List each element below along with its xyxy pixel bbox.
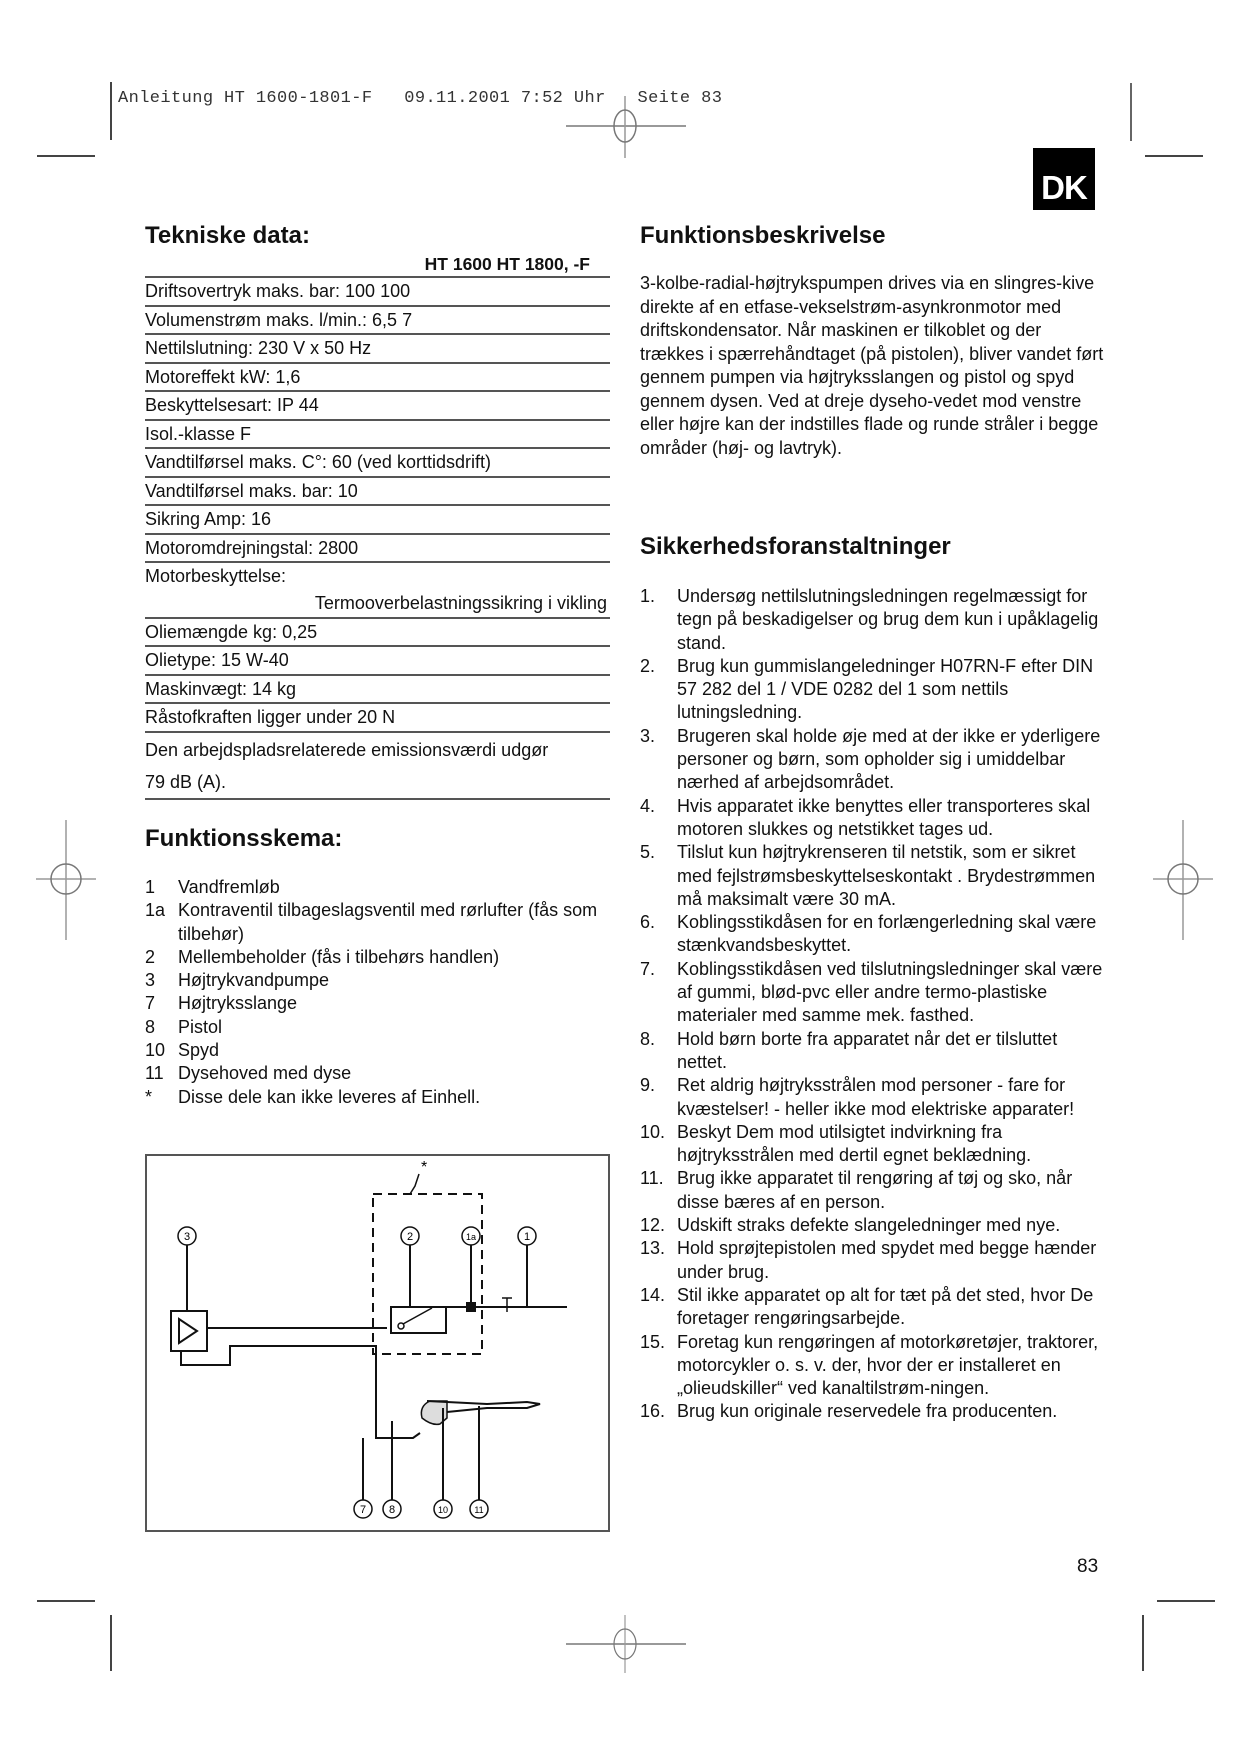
legend-number: 1	[145, 877, 156, 897]
legend-number: 8	[145, 1016, 156, 1037]
function-schema-title: Funktionsskema:	[145, 825, 343, 852]
function-schema-legend	[145, 876, 615, 1109]
safety-number: 15.	[640, 1331, 666, 1352]
technical-data-column-header: HT 1600 HT 1800, -F	[145, 252, 610, 278]
safety-item	[640, 1331, 1110, 1401]
safety-item	[640, 1214, 1110, 1237]
spec-row	[145, 535, 610, 564]
spec-label: Maskinvægt: 14 kg	[145, 678, 297, 699]
crop-mark-bottom-right-vertical	[1142, 1615, 1144, 1671]
safety-number: 4.	[640, 795, 656, 816]
safety-item	[640, 1167, 1110, 1214]
spec-label: Vandtilførsel maks. C°: 60 (ved korttidsdrift)	[145, 452, 491, 472]
safety-item	[640, 841, 1110, 911]
legend-number: 3	[145, 970, 156, 991]
safety-text: Brugeren skal holde øje med at der ikke er yderligere personer og børn, som opholder sig i umiddelbar nærhed af arbejdsområdet.	[677, 725, 1101, 793]
safety-item	[640, 1400, 1110, 1423]
spec-label: Isol.-klasse F	[145, 423, 252, 444]
legend-item	[145, 969, 615, 992]
label-1: 1	[523, 1231, 531, 1243]
spec-row	[145, 449, 610, 478]
function-description-text: 3-kolbe-radial-højtrykspumpen drives via en slingres-kive direkte af en etfase-vekselstrøm-asynkronmotor med driftskondensator. Når maskinen er tilkoblet og der trækkes i spærrehåndtaget (på pistolen), bliver vandet ført gennem pumpen via højtryksslangen og pistol og spyd gennem dysen. Ved at dreje dyseho-vedet mod venstre eller højre kan der indstilles flade og runde stråler i begge områder (høj- og lavtryk).	[640, 273, 1104, 458]
technical-data-table	[145, 252, 610, 800]
spec-row	[145, 704, 610, 733]
safety-text: Koblingsstikdåsen ved tilslutningsledninger skal være af gummi, blød-pvc eller andre termo-plastiske materialer med samme mek. fasthed.	[677, 958, 1103, 1026]
spec-label: Vandtilførsel maks. bar: 10	[145, 480, 358, 501]
language-badge: DK	[1033, 148, 1095, 210]
spec-label: Motorbeskyttelse:	[145, 566, 287, 586]
safety-number: 7.	[640, 958, 656, 979]
safety-item	[640, 1121, 1110, 1168]
safety-item	[640, 1237, 1110, 1284]
spec-row	[145, 676, 610, 705]
legend-text: Højtrykvandpumpe	[178, 970, 330, 991]
spec-row	[145, 278, 610, 307]
spec-row	[145, 335, 610, 364]
legend-text: Spyd	[178, 1040, 220, 1061]
safety-item	[640, 1074, 1110, 1121]
safety-number: 5.	[640, 842, 656, 863]
legend-item	[145, 1039, 615, 1062]
label-2: 2	[406, 1231, 414, 1243]
safety-number: 6.	[640, 912, 656, 933]
crop-mark-top-right-horizontal	[1145, 155, 1203, 157]
safety-number: 1.	[640, 586, 656, 606]
safety-number: 11.	[640, 1168, 664, 1189]
safety-text: Ret aldrig højtryksstrålen mod personer - fare for kvæstelser! - heller ikke mod elektriske apparater!	[677, 1075, 1075, 1119]
crop-mark-top-left-vertical	[110, 82, 112, 140]
function-schema-diagram	[145, 1154, 610, 1532]
legend-number: 10	[145, 1040, 166, 1061]
safety-item	[640, 795, 1110, 842]
registration-mark-left-icon	[36, 820, 96, 940]
legend-number: 11	[145, 1063, 164, 1084]
legend-number: 7	[145, 993, 156, 1014]
spec-label: Oliemængde kg: 0,25	[145, 621, 318, 642]
safety-text: Hold sprøjtepistolen med spydet med begge hænder under brug.	[677, 1238, 1097, 1282]
technical-data-title: Tekniske data:	[145, 222, 310, 249]
safety-list	[640, 585, 1110, 1424]
safety-text: Brug kun gummislangeledninger H07RN-F efter DIN 57 282 del 1 / VDE 0282 del 1 som nettils lutningsledning.	[677, 655, 1094, 723]
label-1a: 1a	[465, 1232, 477, 1242]
legend-text: Vandfremløb	[178, 877, 280, 897]
legend-item	[145, 876, 615, 899]
safety-number: 10.	[640, 1121, 666, 1142]
crop-mark-top-left-horizontal	[37, 155, 95, 157]
legend-item	[145, 1086, 615, 1109]
safety-text: Udskift straks defekte slangeledninger med nye.	[677, 1215, 1061, 1236]
crop-mark-bottom-left-horizontal	[37, 1600, 95, 1602]
spec-row	[145, 619, 610, 648]
label-7: 7	[359, 1504, 367, 1516]
legend-text: Dysehoved med dyse	[178, 1063, 352, 1084]
registration-mark-top-icon	[566, 96, 686, 158]
safety-item	[640, 1028, 1110, 1075]
spec-row	[145, 478, 610, 507]
safety-text: Beskyt Dem mod utilsigtet indvirkning fra højtryksstrålen med dertil egnet beklædning.	[677, 1121, 1032, 1166]
legend-number: 2	[145, 946, 156, 967]
label-3: 3	[183, 1231, 191, 1243]
label-11: 11	[474, 1505, 484, 1515]
spec-row	[145, 563, 610, 619]
legend-text: Pistol	[178, 1016, 223, 1037]
registration-mark-bottom-icon	[566, 1615, 686, 1673]
safety-number: 12.	[640, 1215, 666, 1236]
safety-text: Tilslut kun højtrykrenseren til netstik, som er sikret med fejlstrømsbeskyttelseskontakt . Brydestrømmen må maksimalt være 30 mA.	[677, 842, 1096, 909]
spec-label: Beskyttelsesart: IP 44	[145, 395, 319, 415]
spec-label: Volumenstrøm maks. l/min.: 6,5 7	[145, 309, 413, 330]
legend-item	[145, 992, 615, 1015]
spec-row	[145, 392, 610, 421]
safety-number: 13.	[640, 1238, 666, 1259]
registration-mark-right-icon	[1153, 820, 1213, 940]
safety-number: 9.	[640, 1075, 656, 1096]
legend-text: Højtryksslange	[178, 993, 298, 1014]
spec-row	[145, 647, 610, 676]
safety-text: Hold børn borte fra apparatet når det er tilsluttet nettet.	[677, 1028, 1058, 1072]
spec-label: Den arbejdspladsrelaterede emissionsværdi udgør	[145, 739, 549, 760]
label-10: 10	[437, 1505, 449, 1515]
optional-marker: *	[421, 1159, 428, 1176]
legend-item	[145, 899, 615, 946]
safety-text: Undersøg nettilslutningsledningen regelmæssigt for tegn på beskadigelser og brug dem kun i upåklagelig stand.	[677, 586, 1099, 653]
spec-label: Råstofkraften ligger under 20 N	[145, 707, 396, 727]
crop-mark-top-right-vertical	[1130, 83, 1132, 141]
safety-item	[640, 725, 1110, 795]
spec-row	[145, 506, 610, 535]
safety-number: 3.	[640, 725, 656, 746]
safety-item	[640, 655, 1110, 725]
safety-text: Koblingsstikdåsen for en forlængerledning skal være stænkvandsbeskyttet.	[677, 912, 1097, 956]
crop-mark-bottom-right-horizontal	[1157, 1600, 1215, 1602]
spec-row	[145, 733, 610, 800]
print-header: Anleitung HT 1600-1801-F 09.11.2001 7:52 Uhr Seite 83	[118, 89, 723, 108]
safety-text: Brug ikke apparatet til rengøring af tøj og sko, når disse bæres af en person.	[677, 1168, 1073, 1212]
spec-label: Nettilslutning: 230 V x 50 Hz	[145, 338, 372, 358]
legend-number: 1a	[145, 900, 166, 921]
spec-label: Driftsovertryk maks. bar: 100 100	[145, 281, 411, 301]
safety-number: 14.	[640, 1284, 666, 1305]
safety-item	[640, 958, 1110, 1028]
legend-item	[145, 1062, 615, 1085]
spec-label: Motoromdrejningstal: 2800	[145, 537, 359, 558]
legend-number: *	[145, 1086, 153, 1107]
safety-title: Sikkerhedsforanstaltninger	[640, 533, 951, 560]
spec-row	[145, 307, 610, 336]
spec-label: Olietype: 15 W-40	[145, 650, 289, 670]
safety-text: Foretag kun rengøringen af motorkøretøjer, traktorer, motorcykler o. s. v. der, hvor der er installeret en „olieudskiller“ ved kanaltilstrøm-ningen.	[677, 1331, 1099, 1399]
legend-item	[145, 946, 615, 969]
safety-text: Hvis apparatet ikke benyttes eller transporteres skal motoren slukkes og netstikket tages ud.	[677, 795, 1091, 839]
safety-number: 2.	[640, 655, 656, 676]
safety-text: Stil ikke apparatet op alt for tæt på det sted, hvor De foretager rengøringsarbejde.	[677, 1284, 1094, 1329]
spec-label: Sikring Amp: 16	[145, 509, 272, 529]
function-description-title: Funktionsbeskrivelse	[640, 222, 886, 249]
legend-text: Disse dele kan ikke leveres af Einhell.	[178, 1086, 481, 1107]
safety-number: 16.	[640, 1401, 666, 1422]
spec-label: Motoreffekt kW: 1,6	[145, 366, 301, 387]
legend-text: Kontraventil tilbageslagsventil med rørlufter (fås som tilbehør)	[178, 900, 598, 944]
safety-item	[640, 911, 1110, 958]
crop-mark-bottom-left-vertical	[110, 1615, 112, 1671]
legend-text: Mellembeholder (fås i tilbehørs handlen)	[178, 946, 500, 967]
spec-value: 79 dB (A).	[145, 771, 227, 792]
safety-item	[640, 585, 1110, 655]
safety-number: 8.	[640, 1028, 656, 1049]
page-number: 83	[1077, 1556, 1099, 1577]
spec-row	[145, 364, 610, 393]
safety-text: Brug kun originale reservedele fra producenten.	[677, 1401, 1058, 1422]
spec-row	[145, 421, 610, 450]
label-8: 8	[388, 1504, 396, 1516]
legend-item	[145, 1016, 615, 1039]
hydraulic-schematic-icon	[147, 1156, 608, 1530]
safety-item	[640, 1284, 1110, 1331]
spec-value: Termooverbelastningssikring i vikling	[314, 592, 607, 613]
